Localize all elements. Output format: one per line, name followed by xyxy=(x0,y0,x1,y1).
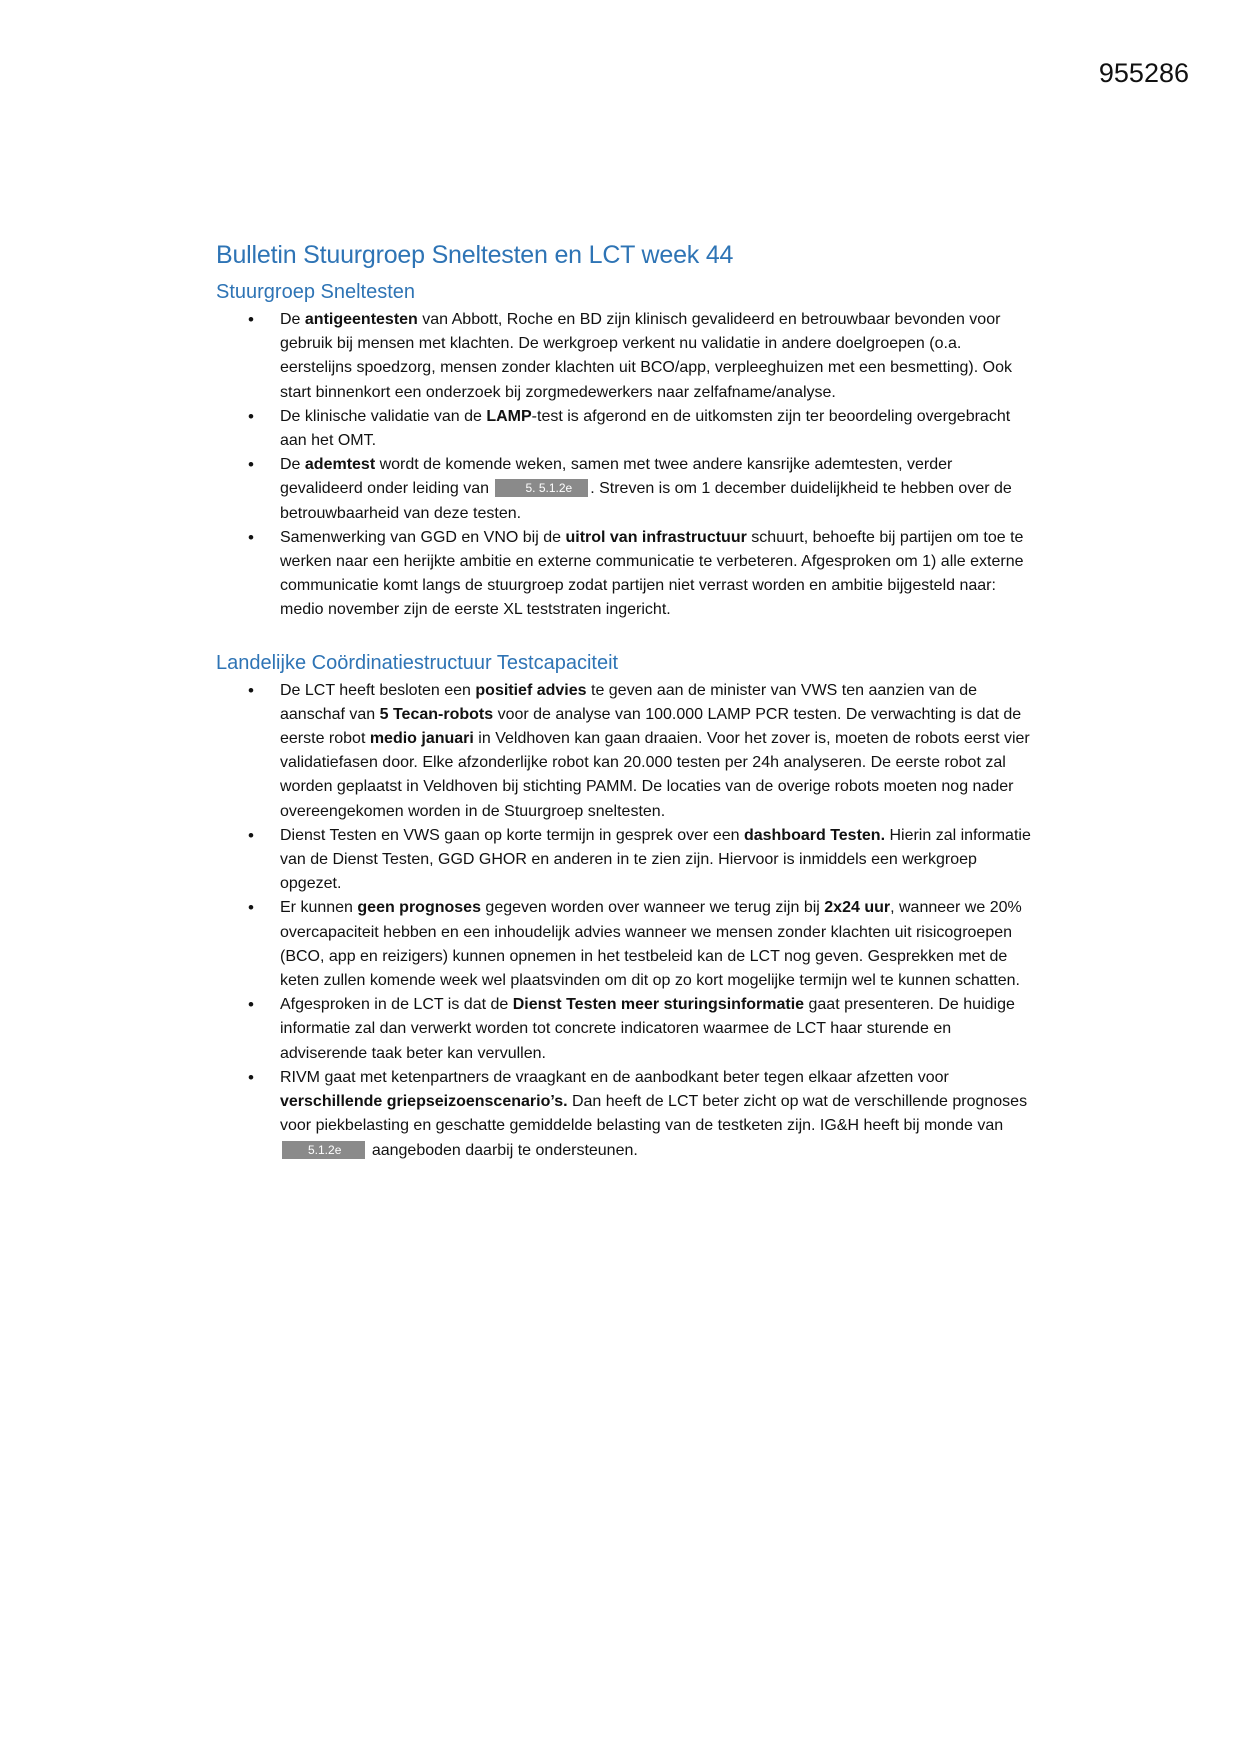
section-heading: Landelijke Coördinatiestructuur Testcapaciteit xyxy=(216,651,619,674)
body-text: gaat presenteren. De huidige informatie zal dan verwerkt worden tot concrete indicatoren waarmee de LCT haar sturende en adviserende taak beter kan vervullen. xyxy=(280,996,1015,1062)
redaction-box: 5. 5.1.2e xyxy=(495,479,588,497)
body-text: Afgesproken in de LCT is dat de xyxy=(280,996,513,1014)
body-text: voor de analyse van 100.000 LAMP PCR testen. De verwachting is dat de eerste robot xyxy=(280,705,1022,748)
bullet-item xyxy=(216,824,1036,897)
bullet-item xyxy=(216,679,1036,824)
body-text: Hierin zal informatie van de Dienst Testen, GGD GHOR en anderen in te zien zijn. Hiervoor is inmiddels een werkgroep opgezet. xyxy=(280,826,1031,893)
document-title: Bulletin Stuurgroep Sneltesten en LCT week 44 xyxy=(216,241,734,269)
body-text: Dienst Testen en VWS gaan op korte termijn in gesprek over een xyxy=(280,826,744,844)
bold-text: 2x24 uur xyxy=(824,899,891,917)
body-text: gegeven worden over wanneer we terug zijn bij xyxy=(480,899,825,917)
bold-text: ademtest xyxy=(304,456,376,474)
bullet-item xyxy=(216,453,1036,526)
bold-text: Dienst Testen meer sturingsinformatie xyxy=(512,996,805,1014)
body-text: in Veldhoven kan gaan draaien. Voor het zover is, moeten de robots eerst vier validatiefasen door. Elke afzonderlijke robot kan 20.000 testen per 24h analyseren. De eerste robot zal worden geplaatst in Veldhoven bij stichting PAMM. De locaties van de overige robots moeten nog nader overeengekomen worden in de Stuurgroep sneltesten. xyxy=(280,730,1030,820)
document-number: 955286 xyxy=(1098,58,1189,88)
bullet-item xyxy=(216,526,1036,623)
body-text: wordt de komende weken, samen met twee andere kansrijke ademtesten, verder gevalideerd onder leiding van xyxy=(280,456,953,498)
body-text: -test is afgerond en de uitkomsten zijn ter beoordeling overgebracht aan het OMT. xyxy=(280,407,1011,450)
body-text: De LCT heeft besloten een xyxy=(280,681,476,699)
body-text: Samenwerking van GGD en VNO bij de xyxy=(280,528,566,546)
section-heading: Stuurgroep Sneltesten xyxy=(216,281,416,303)
bullet-item xyxy=(216,993,1036,1066)
body-text: , wanneer we 20% overcapaciteit hebben en een inhoudelijk advies wanneer we mensen zonder klachten uit risicogroepen (BCO, app en reizigers) kunnen opnemen in het testbeleid kan de LCT nog geven. Gesprekken met de keten zullen komende week wel plaatsvinden om dit op zo kort mogelijke termijn wel te kunnen schatten. xyxy=(280,899,1022,990)
bold-text: uitrol van infrastructuur xyxy=(565,528,747,546)
body-text: RIVM gaat met ketenpartners de vraagkant en de aanbodkant beter tegen elkaar afzetten voor xyxy=(280,1068,949,1086)
bullet-item xyxy=(216,405,1036,453)
section-lct xyxy=(216,649,1036,1163)
bold-text: antigeentesten xyxy=(304,311,418,328)
page-content xyxy=(216,238,1036,1163)
body-text: . Streven is om 1 december duidelijkheid te hebben over de betrouwbaarheid van deze testen. xyxy=(280,480,1012,522)
bold-text: geen prognoses xyxy=(357,899,481,917)
body-text: De xyxy=(280,456,305,474)
body-text: Er kunnen xyxy=(280,899,358,917)
body-text: schuurt, behoefte bij partijen om toe te werken naar een herijkte ambitie en externe communicatie te verbeteren. Afgesproken om 1) alle externe communicatie komt langs de stuurgroep zodat partijen niet verrast worden en ambitie bijgesteld naar: medio november zijn de eerste XL teststraten ingericht. xyxy=(280,528,1024,619)
bold-text: 5 Tecan-robots xyxy=(379,705,494,723)
bullet-list xyxy=(216,308,1036,623)
bold-text: LAMP xyxy=(486,407,532,425)
body-text: De klinische validatie van de xyxy=(280,407,487,425)
bold-text: medio januari xyxy=(369,730,474,748)
bullet-item xyxy=(216,896,1036,993)
bullet-item xyxy=(216,308,1036,405)
bullet-item xyxy=(216,1066,1036,1163)
body-text: te geven aan de minister van VWS ten aanzien van de aanschaf van xyxy=(280,681,978,723)
body-text: De xyxy=(280,311,305,328)
body-text: van Abbott, Roche en BD zijn klinisch gevalideerd en betrouwbaar bevonden voor gebruik bij mensen met klachten. De werkgroep verkent nu validatie in andere doelgroepen (o.a. eerstelijns spoedzorg, mensen zonder klachten uit BCO/app, verpleeghuizen met een besmetting). Ook start binnenkort een onderzoek bij zorgmedewerkers naar zelfafname/analyse. xyxy=(280,311,1012,401)
section-stuurgroep-sneltesten xyxy=(216,278,1036,623)
body-text: aangeboden daarbij te ondersteunen. xyxy=(367,1141,638,1159)
redaction-box: 5.1.2e xyxy=(282,1141,365,1159)
bold-text: verschillende griepseizoenscenario’s. xyxy=(280,1093,568,1111)
bold-text: positief advies xyxy=(475,681,587,699)
bold-text: dashboard Testen. xyxy=(743,826,886,844)
bullet-list xyxy=(216,679,1036,1163)
body-text: Dan heeft de LCT beter zicht op wat de verschillende prognoses voor piekbelasting en geschatte gemiddelde belasting van de testketen zijn. IG&H heeft bij monde van xyxy=(280,1093,1028,1135)
